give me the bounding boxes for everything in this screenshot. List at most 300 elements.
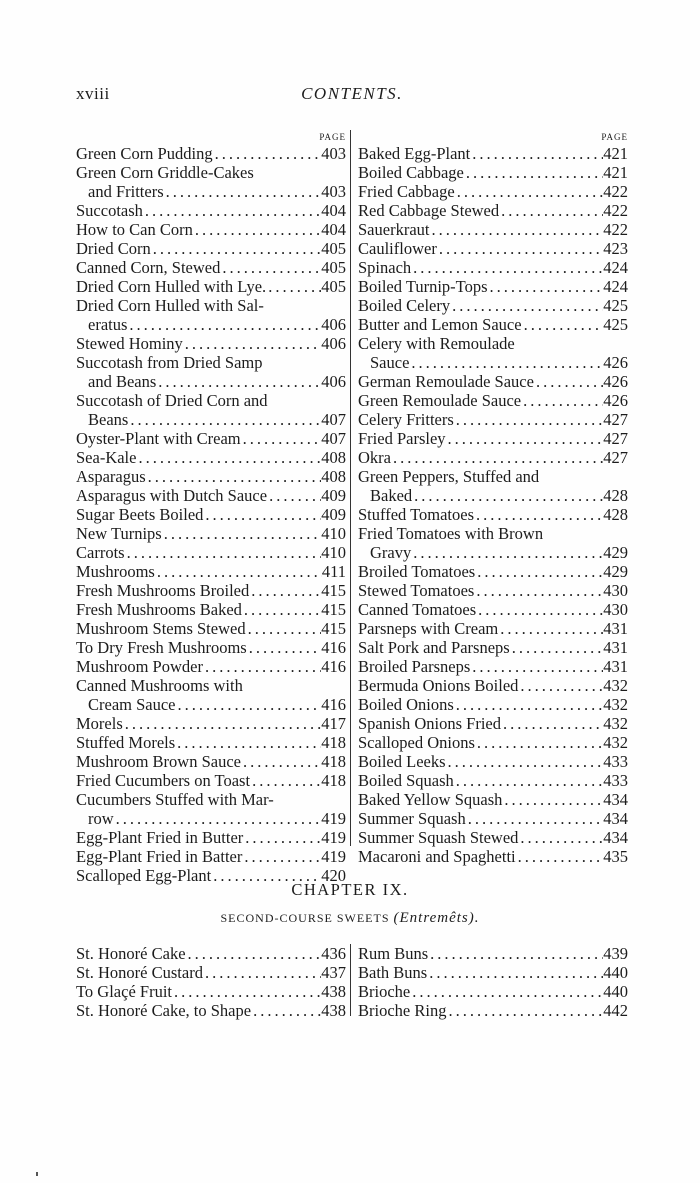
toc-entry-title: Stewed Hominy [76, 334, 183, 353]
toc-entry-title: German Remoulade Sauce [358, 372, 534, 391]
dot-leader [429, 220, 603, 239]
toc-entry-title: Succotash of Dried Corn and [76, 391, 268, 410]
toc-entry-title: Boiled Cabbage [358, 163, 464, 182]
toc-entry-title: Dried Corn Hulled with Lye. [76, 277, 267, 296]
toc-entry-line [358, 334, 628, 353]
chapter-entry-list-left [76, 944, 346, 1020]
toc-entry-line [76, 944, 346, 963]
toc-entry [76, 448, 346, 467]
toc-entry-line [358, 182, 628, 201]
toc-entry-line [76, 429, 346, 448]
toc-entry-title: Salt Pork and Parsneps [358, 638, 510, 657]
toc-page-number: 415 [321, 581, 346, 600]
toc-page-number: 435 [603, 847, 628, 866]
toc-entry [358, 277, 628, 296]
chapter-subheading-italic: (Entremêts). [393, 910, 480, 926]
dot-leader [475, 562, 603, 581]
dot-leader [151, 239, 322, 258]
dot-leader [267, 486, 321, 505]
chapter-subheading-text: SECOND-COURSE SWEETS [220, 911, 390, 925]
toc-entry [76, 391, 346, 429]
toc-entry-title: Egg-Plant Fried in Butter [76, 828, 244, 847]
toc-entry [358, 1001, 628, 1020]
toc-entry [76, 657, 346, 676]
dot-leader [183, 334, 321, 353]
toc-page-number: 422 [603, 201, 628, 220]
dot-leader [522, 315, 604, 334]
toc-page-number: 426 [603, 372, 628, 391]
toc-entry [76, 201, 346, 220]
dot-leader [203, 657, 321, 676]
toc-entry-line [76, 410, 346, 429]
toc-page-number: 410 [321, 543, 346, 562]
toc-entry [358, 467, 628, 505]
dot-leader [446, 1001, 603, 1020]
toc-entry-title: Mushrooms [76, 562, 155, 581]
toc-entry-line [358, 486, 628, 505]
toc-entry-title: Sugar Beets Boiled [76, 505, 204, 524]
toc-page-number: 416 [321, 695, 346, 714]
toc-entry-title: How to Can Corn [76, 220, 193, 239]
toc-page-number: 403 [321, 144, 346, 163]
toc-page-number: 408 [321, 448, 346, 467]
toc-entry-title: Green Corn Griddle-Cakes [76, 163, 254, 182]
toc-entry [358, 201, 628, 220]
toc-page-number: 432 [603, 676, 628, 695]
toc-entry-line [358, 144, 628, 163]
toc-entry [358, 220, 628, 239]
dot-leader [155, 562, 322, 581]
toc-entry [358, 676, 628, 695]
toc-entry-title: Canned Corn, Stewed [76, 258, 221, 277]
toc-entry [76, 963, 346, 982]
toc-entry [358, 847, 628, 866]
dot-leader [123, 714, 322, 733]
toc-entry [358, 982, 628, 1001]
toc-entry [76, 733, 346, 752]
toc-entry-line [76, 771, 346, 790]
toc-page-number: 405 [321, 258, 346, 277]
toc-entry-title: Sea-Kale [76, 448, 137, 467]
toc-entry-title: Stewed Tomatoes [358, 581, 475, 600]
toc-entry-title: Beans [88, 410, 129, 429]
toc-entry-title: Boiled Celery [358, 296, 451, 315]
toc-entry-title: Fresh Mushrooms Baked [76, 600, 242, 619]
toc-entry-line [358, 467, 628, 486]
toc-page-number: 423 [603, 239, 628, 258]
toc-entry [76, 771, 346, 790]
running-head [76, 84, 628, 108]
toc-entry-line [76, 467, 346, 486]
toc-page-number: 417 [321, 714, 346, 733]
toc-entry-line [358, 676, 628, 695]
toc-entry [76, 258, 346, 277]
toc-entry-title: Cauliflower [358, 239, 437, 258]
toc-entry [76, 1001, 346, 1020]
toc-entry [358, 296, 628, 315]
toc-entry-line [76, 296, 346, 315]
toc-entry-title: Summer Squash Stewed [358, 828, 519, 847]
toc-entry-title: Spanish Onions Fried [358, 714, 502, 733]
toc-entry-line [358, 790, 628, 809]
dot-leader [156, 372, 321, 391]
toc-page-number: 427 [603, 429, 628, 448]
toc-entry [358, 600, 628, 619]
toc-page-number: 433 [603, 752, 628, 771]
dot-leader [455, 182, 604, 201]
toc-entry-title: Asparagus with Dutch Sauce [76, 486, 268, 505]
toc-entry-line [76, 486, 346, 505]
toc-page-number: 409 [321, 486, 346, 505]
toc-entry-line [76, 963, 346, 982]
toc-entry-line [358, 982, 628, 1001]
toc-entry-title: Fried Cabbage [358, 182, 455, 201]
toc-entry-title: Baked Yellow Squash [358, 790, 503, 809]
toc-entry [358, 695, 628, 714]
dot-leader [193, 220, 321, 239]
toc-entry-line [358, 1001, 628, 1020]
toc-entry-title: Succotash from Dried Samp [76, 353, 263, 372]
toc-entry-title: Red Cabbage Stewed [358, 201, 500, 220]
toc-page-number: 439 [603, 944, 628, 963]
toc-entry-line [358, 733, 628, 752]
toc-entry-line [76, 982, 346, 1001]
dot-leader [470, 144, 603, 163]
dot-leader [164, 182, 322, 201]
dot-leader [249, 581, 321, 600]
dot-leader [175, 733, 321, 752]
toc-entry-line [358, 581, 628, 600]
toc-entry [76, 562, 346, 581]
dot-leader [213, 144, 322, 163]
dot-leader [454, 410, 603, 429]
toc-entry [358, 809, 628, 828]
toc-entry-title: Mushroom Brown Sauce [76, 752, 241, 771]
toc-entry [76, 144, 346, 163]
dot-leader [136, 448, 321, 467]
toc-entry-title: Broiled Parsneps [358, 657, 471, 676]
chapter-entry-list-right [358, 944, 628, 1020]
dot-leader [127, 315, 321, 334]
toc-entry-line [76, 619, 346, 638]
toc-page-number: 440 [603, 982, 628, 1001]
toc-entry-title: Green Remoulade Sauce [358, 391, 522, 410]
toc-entry-title: Bermuda Onions Boiled [358, 676, 519, 695]
toc-entry-title: Green Corn Pudding [76, 144, 213, 163]
toc-entry-title: St. Honoré Cake, to Shape [76, 1001, 252, 1020]
toc-entry [76, 543, 346, 562]
toc-entry [358, 315, 628, 334]
toc-entry-title: Stuffed Morels [76, 733, 176, 752]
toc-page-number: 425 [603, 296, 628, 315]
toc-page-number: 415 [321, 619, 346, 638]
toc-page-number: 419 [321, 809, 346, 828]
dot-leader [162, 524, 322, 543]
toc-page-number: 408 [321, 467, 346, 486]
toc-entry-title: Mushroom Powder [76, 657, 203, 676]
toc-entry-title: Asparagus [76, 467, 146, 486]
toc-entry [76, 847, 346, 866]
toc-entry-line [76, 505, 346, 524]
toc-page-number: 407 [321, 429, 346, 448]
toc-entry [358, 410, 628, 429]
page-column-label-right: PAGE [601, 132, 628, 142]
toc-entry-title: St. Honoré Cake [76, 944, 186, 963]
dot-leader [474, 505, 603, 524]
toc-entry [76, 982, 346, 1001]
toc-entry-title: Oyster-Plant with Cream [76, 429, 241, 448]
dot-leader [428, 944, 603, 963]
toc-entry-title: Boiled Onions [358, 695, 454, 714]
toc-entry-line [358, 258, 628, 277]
toc-entry-title: To Dry Fresh Mushrooms [76, 638, 247, 657]
toc-entry-line [76, 239, 346, 258]
toc-page-number: 440 [603, 963, 628, 982]
toc-entry-line [358, 410, 628, 429]
toc-entry-line [358, 828, 628, 847]
toc-entry-line [76, 182, 346, 201]
toc-entry-title: Dried Corn [76, 239, 151, 258]
toc-page-number: 418 [321, 733, 346, 752]
toc-entry-title: Broiled Tomatoes [358, 562, 476, 581]
dot-leader [247, 638, 322, 657]
toc-entry-line [358, 543, 628, 562]
toc-entry-line [358, 163, 628, 182]
toc-page-number: 411 [321, 562, 346, 581]
toc-entry [358, 733, 628, 752]
dot-leader [474, 581, 603, 600]
toc-entry [358, 429, 628, 448]
toc-entry [76, 638, 346, 657]
toc-entry [358, 963, 628, 982]
chapter-column-divider [350, 944, 351, 1016]
toc-entry-line [358, 638, 628, 657]
chapter-heading: CHAPTER IX. [291, 880, 409, 899]
toc-page-number: 422 [603, 182, 628, 201]
toc-entry-line [76, 847, 346, 866]
dot-leader [454, 771, 603, 790]
toc-page-number: 404 [321, 201, 346, 220]
toc-entry [358, 714, 628, 733]
dot-leader [470, 657, 603, 676]
toc-entry-title: Scalloped Egg-Plant [76, 866, 212, 885]
column-divider [350, 130, 351, 846]
toc-entry-line [76, 695, 346, 714]
toc-page-number: 436 [321, 944, 346, 963]
dot-leader [454, 695, 603, 714]
toc-page-number: 406 [321, 315, 346, 334]
dot-leader [143, 201, 321, 220]
toc-page-number: 407 [321, 410, 346, 429]
dot-leader [446, 752, 604, 771]
toc-entry-title: Scalloped Onions [358, 733, 475, 752]
toc-entry-title: Macaroni and Spaghetti [358, 847, 516, 866]
toc-entry-title: Egg-Plant Fried in Batter [76, 847, 243, 866]
toc-entry-line [76, 638, 346, 657]
dot-leader [220, 258, 321, 277]
toc-page-number: 432 [603, 733, 628, 752]
toc-entry [358, 828, 628, 847]
toc-page-number: 437 [321, 963, 346, 982]
toc-entry-line [76, 391, 346, 410]
toc-entry-title: Boiled Squash [358, 771, 454, 790]
toc-entry-title: and Beans [88, 372, 157, 391]
dot-leader [409, 353, 603, 372]
toc-entry-line [358, 657, 628, 676]
toc-entry-title: Summer Squash [358, 809, 466, 828]
toc-entry-title: Mushroom Stems Stewed [76, 619, 246, 638]
toc-entry-line [358, 944, 628, 963]
toc-entry-title: Sauerkraut [358, 220, 430, 239]
dot-leader [412, 486, 603, 505]
toc-entry-line [358, 277, 628, 296]
dot-leader [243, 828, 321, 847]
toc-entry-line [76, 752, 346, 771]
dot-leader [518, 828, 603, 847]
dot-leader [466, 809, 604, 828]
toc-entry-title: Baked Egg-Plant [358, 144, 471, 163]
toc-entry-line [76, 543, 346, 562]
toc-entry [358, 334, 628, 372]
toc-entry-title: Morels [76, 714, 123, 733]
toc-page-number: 432 [603, 714, 628, 733]
toc-entry-title: Butter and Lemon Sauce [358, 315, 522, 334]
toc-entry-line [76, 334, 346, 353]
dot-leader [446, 429, 604, 448]
toc-entry-line [358, 353, 628, 372]
toc-entry-title: Parsneps with Cream [358, 619, 499, 638]
toc-page-number: 434 [603, 790, 628, 809]
chapter-column-right [358, 944, 628, 1020]
toc-page-number: 418 [321, 752, 346, 771]
toc-page-number: 418 [321, 771, 346, 790]
toc-entry-title: Stuffed Tomatoes [358, 505, 475, 524]
toc-entry-line [358, 315, 628, 334]
toc-entry [358, 944, 628, 963]
toc-entry [76, 619, 346, 638]
dot-leader [499, 201, 603, 220]
toc-page-number: 403 [321, 182, 346, 201]
toc-entry-title: Fried Parsley [358, 429, 446, 448]
toc-entry-title: Cucumbers Stuffed with Mar- [76, 790, 274, 809]
toc-entry-title: eratus [88, 315, 128, 334]
toc-entry-line [76, 448, 346, 467]
toc-entry-line [358, 714, 628, 733]
toc-entry-title: Fried Tomatoes with Brown [358, 524, 544, 543]
print-mark [36, 1172, 38, 1176]
toc-page-number: 425 [603, 315, 628, 334]
toc-entry [358, 752, 628, 771]
toc-entry-line [76, 600, 346, 619]
toc-entry [358, 638, 628, 657]
dot-leader [427, 963, 603, 982]
dot-leader [241, 429, 322, 448]
toc-entry-title: Celery with Remoulade [358, 334, 515, 353]
toc-entry-title: Baked [370, 486, 413, 505]
toc-entry-title: Celery Fritters [358, 410, 454, 429]
toc-entry [76, 296, 346, 334]
dot-leader [146, 467, 322, 486]
dot-leader [250, 771, 321, 790]
running-title: CONTENTS. [301, 84, 403, 103]
toc-page-number: 426 [603, 353, 628, 372]
toc-entry-line [358, 372, 628, 391]
toc-entry [76, 486, 346, 505]
toc-page-number: 424 [603, 258, 628, 277]
dot-leader [498, 619, 603, 638]
dot-leader [450, 296, 603, 315]
toc-page-number: 434 [603, 828, 628, 847]
dot-leader [186, 944, 322, 963]
toc-page-number: 420 [321, 866, 346, 885]
toc-page-number: 426 [603, 391, 628, 410]
toc-entry-title: Brioche [358, 982, 411, 1001]
toc-entry-line [76, 809, 346, 828]
toc-page-number: 431 [603, 638, 628, 657]
toc-entry-line [76, 733, 346, 752]
toc-entry [358, 505, 628, 524]
toc-page-number: 422 [603, 220, 628, 239]
dot-leader [510, 638, 604, 657]
toc-entry-title: Boiled Leeks [358, 752, 446, 771]
toc-entry [76, 828, 346, 847]
dot-leader [203, 505, 321, 524]
toc-entry [358, 524, 628, 562]
toc-entry [76, 944, 346, 963]
toc-entry-line [76, 220, 346, 239]
toc-page-number: 430 [603, 581, 628, 600]
toc-entry [76, 676, 346, 714]
toc-page-number: 409 [321, 505, 346, 524]
chapter-subheading [0, 910, 700, 927]
toc-entry-line [76, 657, 346, 676]
toc-page-number: 405 [321, 239, 346, 258]
toc-entry-line [358, 963, 628, 982]
toc-entry-line [358, 562, 628, 581]
toc-entry [358, 581, 628, 600]
toc-entry-line [358, 201, 628, 220]
toc-entry-line [358, 600, 628, 619]
toc-page-number: 404 [321, 220, 346, 239]
toc-entry-title: Gravy [370, 543, 412, 562]
toc-page-number: 442 [603, 1001, 628, 1020]
dot-leader [176, 695, 322, 714]
toc-entry-line [358, 752, 628, 771]
toc-entry [358, 163, 628, 182]
toc-page-number: 410 [321, 524, 346, 543]
contents-column-left [76, 130, 346, 885]
toc-entry-line [358, 524, 628, 543]
toc-entry [76, 429, 346, 448]
toc-page-number: 431 [603, 657, 628, 676]
toc-entry [76, 600, 346, 619]
toc-entry-title: Okra [358, 448, 391, 467]
toc-page-number: 421 [603, 163, 628, 182]
toc-page-number: 438 [321, 1001, 346, 1020]
dot-leader [501, 714, 603, 733]
toc-entry-title: Canned Mushrooms with [76, 676, 243, 695]
dot-leader [242, 600, 321, 619]
toc-entry-line [76, 714, 346, 733]
toc-entry [358, 562, 628, 581]
toc-page-number: 415 [321, 600, 346, 619]
dot-leader [521, 391, 603, 410]
toc-entry-title: Carrots [76, 543, 125, 562]
toc-page-number: 438 [321, 982, 346, 1001]
dot-leader [125, 543, 322, 562]
page-folio: xviii [76, 84, 110, 103]
toc-entry-line [76, 581, 346, 600]
